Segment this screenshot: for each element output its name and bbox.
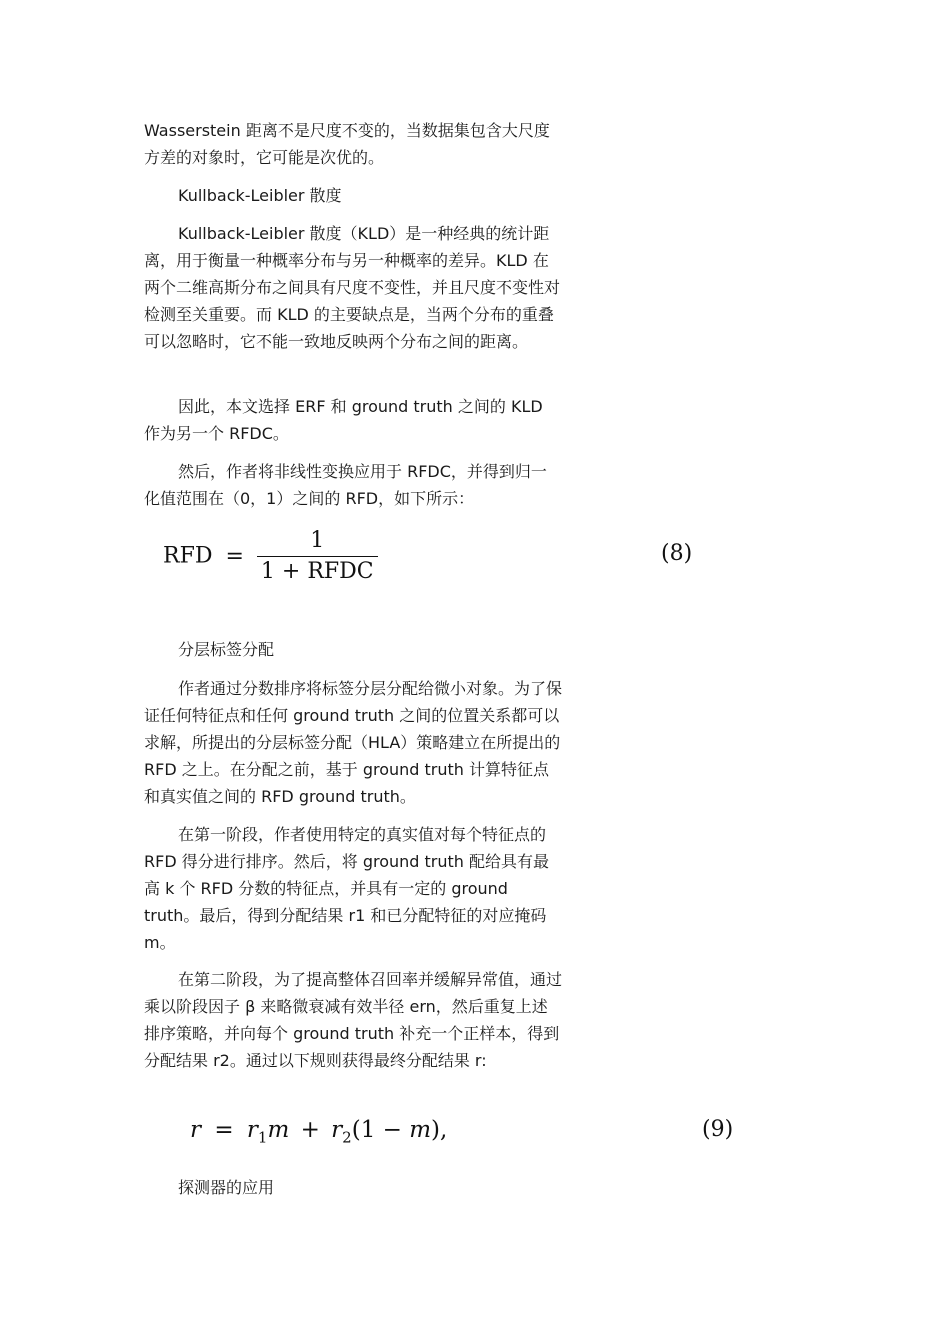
eq9-r: r: [190, 1117, 201, 1143]
eq9-r2: r: [331, 1117, 343, 1143]
paragraph-stage-one: 在第一阶段，作者使用特定的真实值对每个特征点的 RFD 得分进行排序。然后，将 ground truth 配给具有最高 k 个 RFD 分数的特征点，并具有一定的 ground truth。最后，得到分配结果 r1 和已分配特征的对应掩码 m。: [144, 825, 550, 952]
paragraph-rfdc-choice: 因此，本文选择 ERF 和 ground truth 之间的 KLD 作为另一个 RFDC。: [144, 397, 543, 443]
equation-9-number: (9): [702, 1117, 734, 1142]
eq9-m1: m: [267, 1117, 290, 1143]
eq9-sub1: 1: [257, 1128, 268, 1147]
eq9-equals: =: [214, 1117, 234, 1143]
eq8-denominator: 1 + RFDC: [260, 559, 374, 584]
eq8-equals: =: [225, 543, 244, 569]
eq9-close: ),: [431, 1117, 448, 1143]
eq8-lhs: RFD: [163, 543, 213, 569]
eq9-plus: +: [300, 1117, 320, 1143]
paragraph-kld: Kullback-Leibler 散度（KLD）是一种经典的统计距离，用于衡量一种概率分布与另一种概率的差异。KLD 在两个二维高斯分布之间具有尺度不变性，并且尺度不变性对检测至关重要。而 KLD 的主要缺点是，当两个分布的重叠可以忽略时，它不能一致地反映两个分布之间的距离。: [144, 224, 561, 351]
eq9-m2: m: [409, 1117, 432, 1143]
equation-8: [163, 526, 378, 587]
eq9-sub2: 2: [342, 1128, 352, 1147]
equation-8-number: (8): [661, 541, 693, 566]
eq9-tail: (1 −: [351, 1117, 410, 1143]
section-heading-detector: 探测器的应用: [178, 1178, 275, 1197]
paragraph-wasserstein: Wasserstein 距离不是尺度不变的，当数据集包含大尺度方差的对象时，它可能是次优的。: [144, 121, 550, 167]
eq8-fraction: [257, 526, 378, 587]
paragraph-hla: 作者通过分数排序将标签分层分配给微小对象。为了保证任何特征点和任何 ground truth 之间的位置关系都可以求解，所提出的分层标签分配（HLA）策略建立在所提出的 RFD 之上。在分配之前，基于 ground truth 计算特征点和真实值之间的 RFD ground truth。: [144, 679, 563, 806]
paragraph-nonlinear: 然后，作者将非线性变换应用于 RFDC，并得到归一化值范围在（0，1）之间的 RFD，如下所示：: [144, 462, 547, 508]
paragraph-stage-two: 在第二阶段，为了提高整体召回率并缓解异常值，通过乘以阶段因子 β 来略微衰减有效半径 ern，然后重复上述排序策略，并向每个 ground truth 补充一个正样本，得到分配结果 r2。通过以下规则获得最终分配结果 r:: [144, 970, 563, 1070]
equation-9: [190, 1117, 447, 1147]
eq9-r1: r: [246, 1117, 258, 1143]
section-heading-hla: 分层标签分配: [178, 640, 275, 659]
eq8-numerator: 1: [257, 526, 378, 557]
section-heading-kld: Kullback-Leibler 散度: [178, 186, 342, 205]
